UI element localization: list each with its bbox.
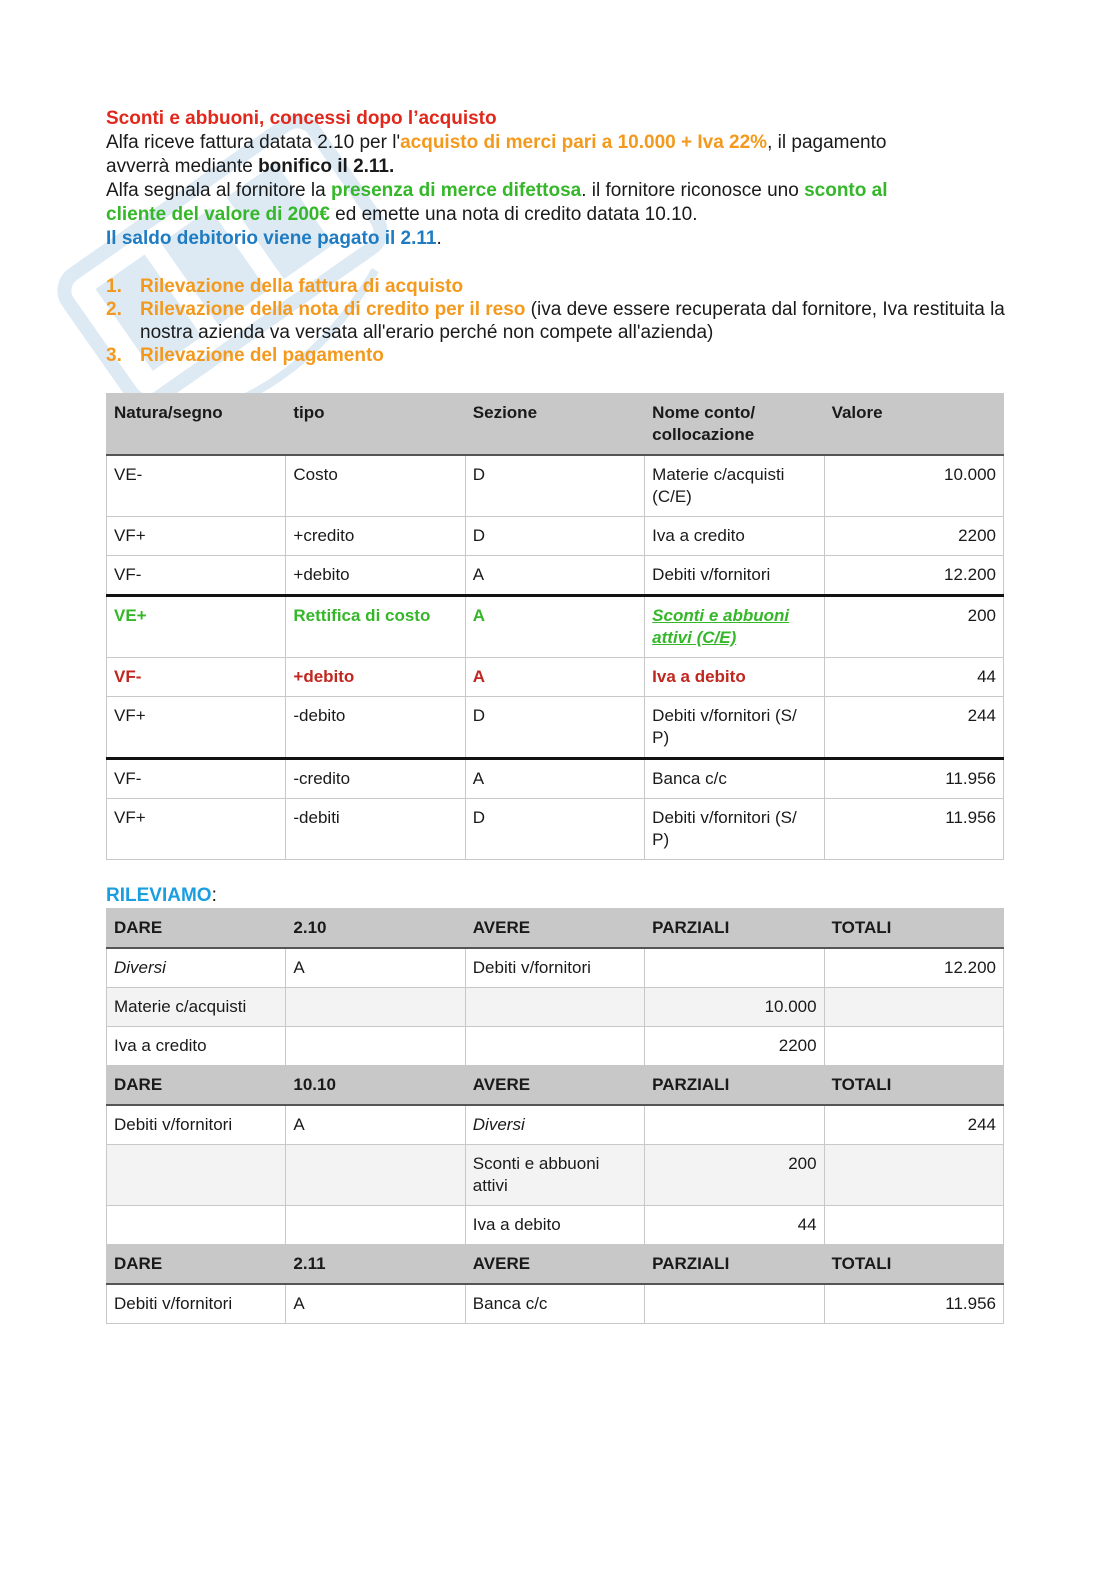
table-cell: Costo (286, 455, 465, 517)
table-cell: 11.956 (824, 759, 1003, 799)
table-cell: D (465, 799, 644, 860)
column-header: AVERE (465, 909, 644, 949)
text-fragment: Alfa riceve fattura datata 2.10 per l' (106, 132, 401, 153)
table-cell (465, 988, 644, 1027)
rileviamo-label (106, 884, 1006, 908)
table-cell: Sconti e abbuoni attivi (465, 1145, 644, 1206)
table-cell: -debito (286, 697, 465, 759)
text-fragment: . (436, 228, 442, 249)
table-cell (824, 988, 1003, 1027)
text-fragment: ed emette una nota di credito datata 10.10. (329, 204, 698, 225)
column-header: Sezione (465, 394, 644, 456)
text-highlight: sconto al (804, 180, 888, 201)
table-cell: 10.000 (645, 988, 824, 1027)
step-title: Rilevazione della fattura di acquisto (140, 276, 464, 297)
table-row (107, 517, 1004, 556)
table-row (107, 697, 1004, 759)
table-cell: Banca c/c (645, 759, 824, 799)
table-row (107, 1145, 1004, 1206)
text-highlight: acquisto di merci pari a 10.000 + Iva 22% (400, 132, 768, 153)
table-row (107, 988, 1004, 1027)
table-cell: 200 (824, 596, 1003, 658)
table-row (107, 1206, 1004, 1245)
column-header: AVERE (465, 1066, 644, 1106)
table-cell: Diversi (107, 948, 286, 988)
table-cell (286, 1206, 465, 1245)
table-cell: VF- (107, 556, 286, 596)
table-cell: Iva a debito (645, 658, 824, 697)
text-fragment: . il fornitore riconosce uno (581, 180, 805, 201)
table-cell: Diversi (465, 1105, 644, 1145)
table-cell: VF+ (107, 517, 286, 556)
table-cell: 44 (645, 1206, 824, 1245)
table-row (107, 455, 1004, 517)
table-row (107, 1284, 1004, 1324)
table-cell (645, 1105, 824, 1145)
table-cell: A (465, 556, 644, 596)
table-cell: 244 (824, 1105, 1003, 1145)
table-cell: A (465, 759, 644, 799)
table-cell: VF+ (107, 799, 286, 860)
column-header: Valore (824, 394, 1003, 456)
analysis-table (106, 393, 1004, 860)
journal-header (107, 1066, 1004, 1106)
column-header: AVERE (465, 1245, 644, 1285)
table-cell: Materie c/acquisti (C/E) (645, 455, 824, 517)
table-row (107, 799, 1004, 860)
list-number: 3. (106, 345, 122, 366)
table-cell: Materie c/acquisti (107, 988, 286, 1027)
column-header: PARZIALI (645, 1066, 824, 1106)
section-title-colon: : (211, 885, 217, 906)
table-cell: Debiti v/fornitori (S/ P) (645, 799, 824, 860)
step-title: Rilevazione del pagamento (140, 345, 384, 366)
table-cell (824, 1206, 1003, 1245)
table-cell: +credito (286, 517, 465, 556)
table-cell: +debito (286, 556, 465, 596)
table-row (107, 1105, 1004, 1145)
section-title: RILEVIAMO (106, 885, 212, 906)
table-cell: Sconti e abbuoni attivi (C/E) (645, 596, 824, 658)
intro-paragraph (106, 107, 1006, 251)
table-cell: 2200 (645, 1027, 824, 1066)
journal-header (107, 909, 1004, 949)
table-cell: 44 (824, 658, 1003, 697)
text-highlight: cliente del valore di 200€ (106, 204, 330, 225)
table-row (107, 1027, 1004, 1066)
table-cell: +debito (286, 658, 465, 697)
table-cell: A (465, 596, 644, 658)
column-header: Natura/segno (107, 394, 286, 456)
table-cell: A (286, 1284, 465, 1324)
column-header: TOTALI (824, 909, 1003, 949)
column-header: DARE (107, 1245, 286, 1285)
text-highlight: Il saldo debitorio viene pagato il 2.11 (106, 228, 437, 249)
table-cell: VF+ (107, 697, 286, 759)
table-cell: Banca c/c (465, 1284, 644, 1324)
column-header: 2.10 (286, 909, 465, 949)
table-cell: Iva a debito (465, 1206, 644, 1245)
column-header: 10.10 (286, 1066, 465, 1106)
column-header: tipo (286, 394, 465, 456)
table-cell: 244 (824, 697, 1003, 759)
table-row (107, 759, 1004, 799)
journal-table (106, 908, 1004, 1324)
table-cell: VE- (107, 455, 286, 517)
table-cell (107, 1145, 286, 1206)
table-cell: VF- (107, 658, 286, 697)
table-cell (286, 988, 465, 1027)
table-cell: -debiti (286, 799, 465, 860)
table-row (107, 948, 1004, 988)
table-cell (645, 948, 824, 988)
column-header: Nome conto/ collocazione (645, 394, 824, 456)
table-cell: A (465, 658, 644, 697)
table-cell: 11.956 (824, 1284, 1003, 1324)
table-cell: Debiti v/fornitori (645, 556, 824, 596)
text-highlight: bonifico il 2.11. (258, 156, 395, 177)
table-cell: 10.000 (824, 455, 1003, 517)
table-cell (465, 1027, 644, 1066)
table-cell: D (465, 455, 644, 517)
steps-list (106, 275, 1006, 367)
column-header: DARE (107, 1066, 286, 1106)
table-cell: D (465, 697, 644, 759)
step-title: Rilevazione della nota di credito per il reso (140, 299, 526, 320)
journal-header (107, 1245, 1004, 1285)
table-cell (286, 1027, 465, 1066)
table-row (107, 658, 1004, 697)
table-cell: Iva a credito (107, 1027, 286, 1066)
list-number: 1. (106, 276, 122, 297)
table-row (107, 596, 1004, 658)
table-cell: Debiti v/fornitori (S/ P) (645, 697, 824, 759)
table-cell (107, 1206, 286, 1245)
list-item (106, 344, 1006, 367)
text-fragment: Alfa segnala al fornitore la (106, 180, 331, 201)
step-note: (iva deve essere recuperata dal fornitore, Iva restituita la nostra azienda va versata all'erario perché non compete all'azienda) (140, 299, 1005, 343)
list-number: 2. (106, 299, 122, 320)
table-row (107, 556, 1004, 596)
table-cell (824, 1145, 1003, 1206)
text-fragment: avverrà mediante (106, 156, 259, 177)
table-cell: 11.956 (824, 799, 1003, 860)
text-fragment: , il pagamento (767, 132, 887, 153)
table-cell: D (465, 517, 644, 556)
table-cell: VE+ (107, 596, 286, 658)
column-header: PARZIALI (645, 909, 824, 949)
list-item (106, 298, 1006, 344)
table-cell: 200 (645, 1145, 824, 1206)
table-cell: A (286, 1105, 465, 1145)
column-header: 2.11 (286, 1245, 465, 1285)
column-header: TOTALI (824, 1066, 1003, 1106)
table-cell (824, 1027, 1003, 1066)
intro-heading: Sconti e abbuoni, concessi dopo l’acquisto (106, 108, 497, 129)
text-highlight: presenza di merce difettosa (330, 180, 582, 201)
document-body (106, 107, 1006, 1324)
table-cell: Debiti v/fornitori (465, 948, 644, 988)
table-cell: VF- (107, 759, 286, 799)
table-cell: 2200 (824, 517, 1003, 556)
table-cell: A (286, 948, 465, 988)
table-cell (286, 1145, 465, 1206)
column-header: TOTALI (824, 1245, 1003, 1285)
table-cell: Debiti v/fornitori (107, 1284, 286, 1324)
column-header: DARE (107, 909, 286, 949)
table-cell: 12.200 (824, 948, 1003, 988)
column-header: PARZIALI (645, 1245, 824, 1285)
table-cell: Rettifica di costo (286, 596, 465, 658)
table-cell: 12.200 (824, 556, 1003, 596)
table-cell: -credito (286, 759, 465, 799)
table-cell (645, 1284, 824, 1324)
table-cell: Debiti v/fornitori (107, 1105, 286, 1145)
table-cell: Iva a credito (645, 517, 824, 556)
list-item (106, 275, 1006, 298)
